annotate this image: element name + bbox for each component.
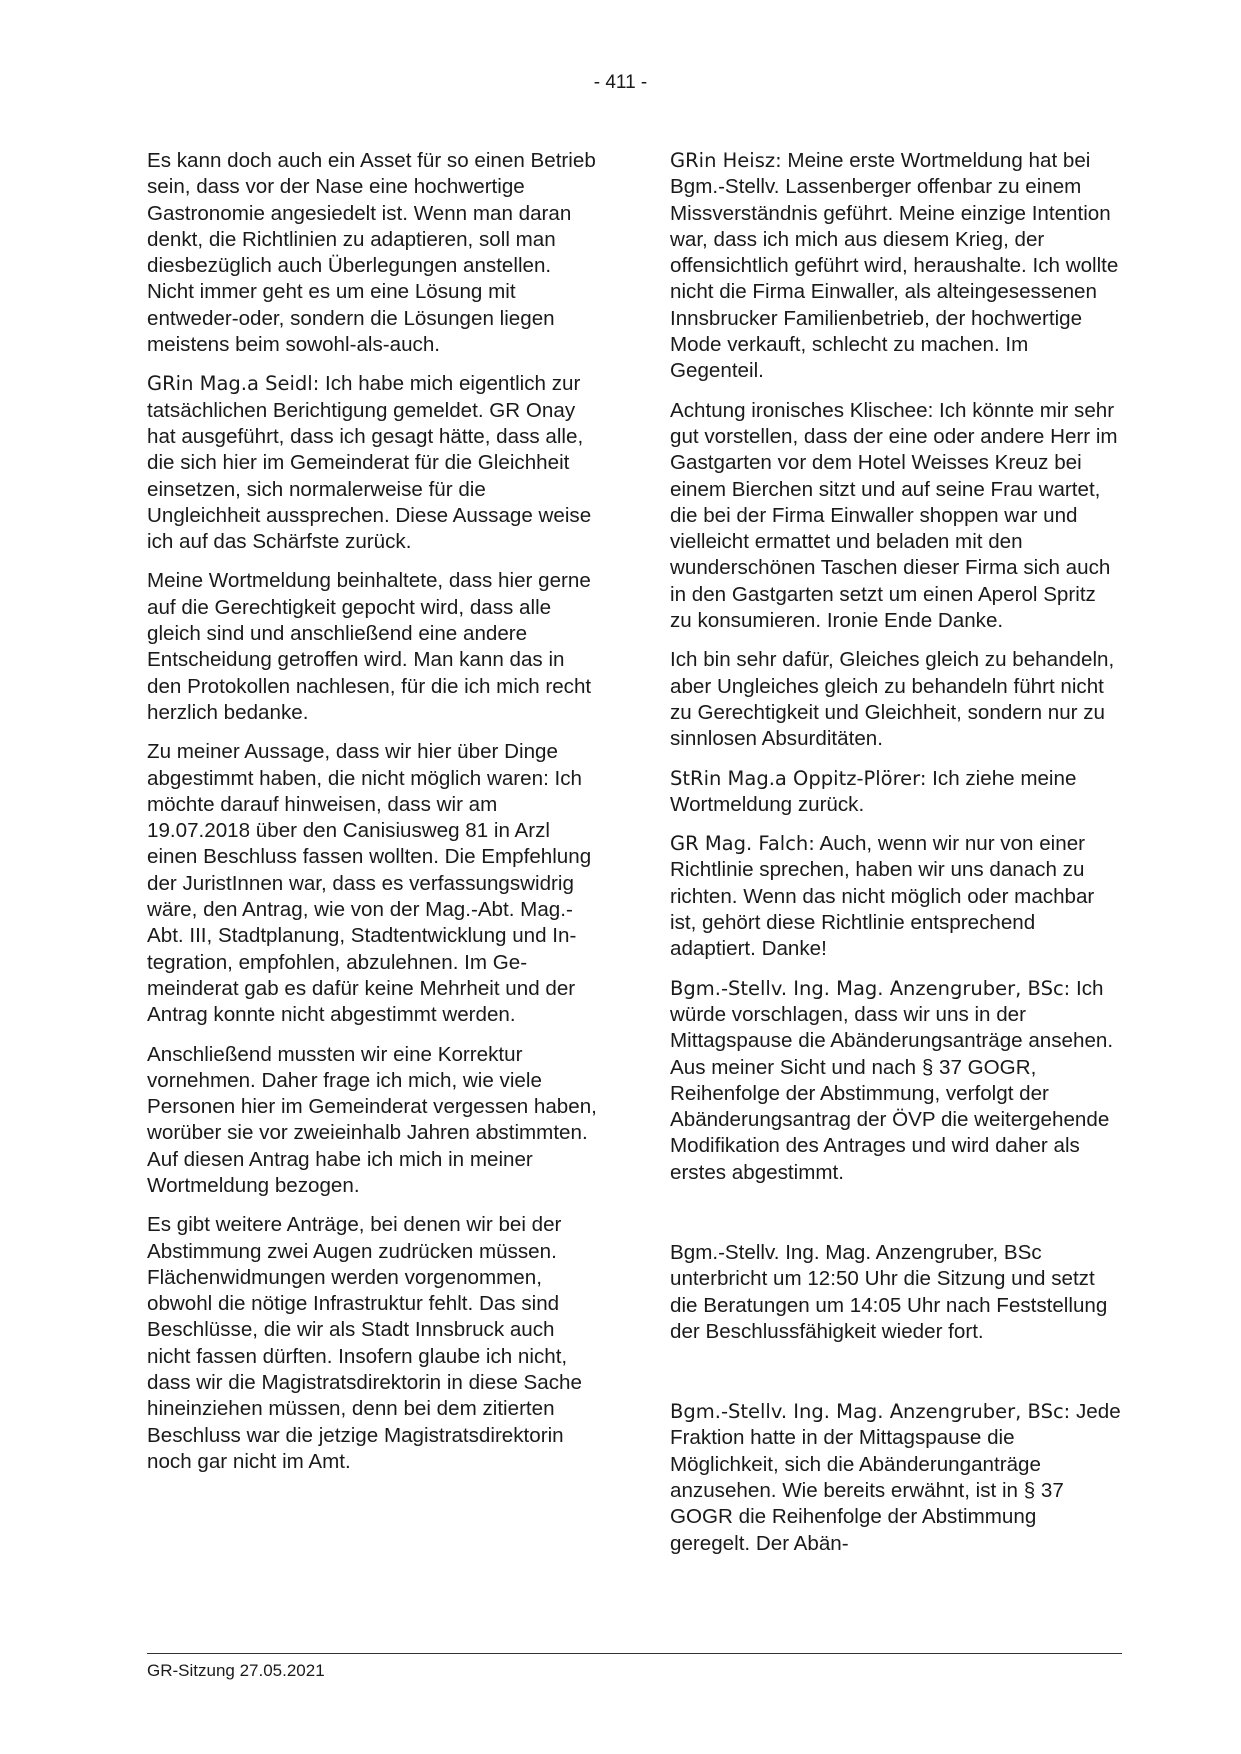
paragraph: Achtung ironisches Klischee: Ich könnte mir sehr gut vorstellen, dass der eine oder andere Herr im Gastgarten vor dem Hotel Weisses Kreuz bei einem Bierchen sitzt und auf seine Frau wartet, die bei der Firma Einwaller shoppen war und vielleicht ermattet und beladen mit den wunderschönen Taschen dieser Firma sich auch in den Gastgarten setzt um einen Aperol Spritz zu konsumieren. Ironie Ende Danke.	[670, 398, 1118, 633]
paragraph: Anschließend mussten wir eine Korrektur vornehmen. Daher frage ich mich, wie viele Personen hier im Gemeinderat vergessen haben, worüber sie vor zweieinhalb Jahren abstimmten. Auf diesen Antrag habe ich mich in meiner Wortmeldung bezogen.	[147, 1042, 597, 1197]
session-note: Bgm.-Stellv. Ing. Mag. Anzengruber, BSc unterbricht um 12:50 Uhr die Sitzung und setzt die Beratungen um 14:05 Uhr nach Feststellung der Beschlussfähigkeit wieder fort.	[670, 1240, 1108, 1343]
paragraph: GRin Mag.a Seidl: Ich habe mich eigentlich zur tatsächlichen Berichtigung gemeldet. GR Onay hat ausgeführt, dass ich gesagt hätte, dass alle, die sich hier im Gemeinderat für die Gleichheit einsetzen, sich normalerweise für die Ungleichheit aussprechen. Diese Aussage weise ich auf das Schärfste zurück.	[147, 372, 592, 554]
speaker-name: GR Mag. Falch:	[670, 832, 815, 856]
paragraph: Zu meiner Aussage, dass wir hier über Dinge abgestimmt haben, die nicht möglich waren: Ich möchte darauf hinweisen, dass wir am 19.07.2018 über den Canisiusweg 81 in Arzl einen Beschluss fassen wollten. Die Empfehlung der JuristInnen war, dass es verfassungswidrig wäre, den Antrag, wie von der Mag.-Abt. Mag.-Abt. III, Stadtplanung, Stadtentwicklung und Integration, empfohlen, abzulehnen. Im Gemeinderat gab es dafür keine Mehrheit und der Antrag konnte nicht abgestimmt werden.	[147, 740, 592, 1027]
paragraph: Es kann doch auch ein Asset für so einen Betrieb sein, dass vor der Nase eine hochwertige Gastronomie angesiedelt ist. Wenn man daran denkt, die Richtlinien zu adaptieren, soll man diesbezüglich auch Überlegungen anstellen. Nicht immer geht es um eine Lösung mit entweder-oder, sondern die Lösungen liegen meistens beim sowohl-als-auch.	[147, 149, 596, 357]
paragraph: GRin Heisz: Meine erste Wortmeldung hat bei Bgm.-Stellv. Lassenberger offenbar zu einem Missverständnis geführt. Meine einzige Intention war, dass ich mich aus diesem Krieg, der offensichtlich geführt wird, heraushalte. Ich wollte nicht die Firma Einwaller, als alteingesessenen Innsbrucker Familienbetrieb, der hochwertige Mode verkauft, schlecht zu machen. Im Gegenteil.	[670, 149, 1119, 383]
right-column	[670, 148, 1122, 1570]
paragraph: GR Mag. Falch: Auch, wenn wir nur von einer Richtlinie sprechen, haben wir uns danach zu richten. Wenn das nicht möglich oder machbar ist, gehört diese Richtlinie entsprechend adaptiert. Danke!	[670, 832, 1095, 961]
paragraph: Es gibt weitere Anträge, bei denen wir bei der Abstimmung zwei Augen zudrücken müssen. Flächenwidmungen werden vorgenommen, obwohl die nötige Infrastruktur fehlt. Das sind Beschlüsse, die wir als Stadt Innsbruck auch nicht fassen dürften. Insofern glaube ich nicht, dass wir die Magistratsdirektorin in diese Sache hineinziehen müssen, denn bei dem zitierten Beschluss war die jetzige Magistratsdirektorin noch gar nicht im Amt.	[147, 1213, 582, 1473]
page-number: - 411 -	[593, 72, 648, 93]
speaker-name: GRin Heisz:	[670, 149, 782, 172]
speaker-name: Bgm.-Stellv. Ing. Mag. Anzengruber, BSc:	[670, 1400, 1071, 1424]
footer-session-date: GR-Sitzung 27.05.2021	[147, 1661, 325, 1680]
speaker-name: StRin Mag.a Oppitz-Plörer:	[670, 766, 927, 790]
paragraph: Bgm.-Stellv. Ing. Mag. Anzengruber, BSc: Jede Fraktion hatte in der Mittagspause die Möglichkeit, sich die Abänderunganträge anzusehen. Wie bereits erwähnt, ist in § 37 GOGR die Reihenfolge der Abstimmung geregelt. Der Abän-	[670, 1400, 1121, 1555]
speaker-name: Bgm.-Stellv. Ing. Mag. Anzengruber, BSc:	[670, 976, 1071, 1000]
paragraph: Bgm.-Stellv. Ing. Mag. Anzengruber, BSc: Ich würde vorschlagen, dass wir uns in der Mittagspause die Abänderungsanträge ansehen. Aus meiner Sicht und nach § 37 GOGR, Reihenfolge der Abstimmung, verfolgt der Abänderungsantrag der ÖVP die weitergehende Modifikation des Antrages und wird daher als erstes abgestimmt.	[670, 976, 1114, 1184]
left-column	[147, 148, 599, 1488]
paragraph: Meine Wortmeldung beinhaltete, dass hier gerne auf die Gerechtigkeit gepocht wird, dass alle gleich sind und anschließend eine andere Entscheidung getroffen wird. Man kann das in den Protokollen nachlesen, für die ich mich recht herzlich bedanke.	[147, 569, 592, 724]
footer-divider	[147, 1653, 1122, 1654]
speaker-name: GRin Mag.a Seidl:	[147, 372, 320, 396]
paragraph: StRin Mag.a Oppitz-Plörer: Ich ziehe meine Wortmeldung zurück.	[670, 766, 1077, 816]
paragraph: Ich bin sehr dafür, Gleiches gleich zu behandeln, aber Ungleiches gleich zu behandeln führt nicht zu Gerechtigkeit und Gleichheit, sondern nur zu sinnlosen Absurditäten.	[670, 648, 1115, 751]
